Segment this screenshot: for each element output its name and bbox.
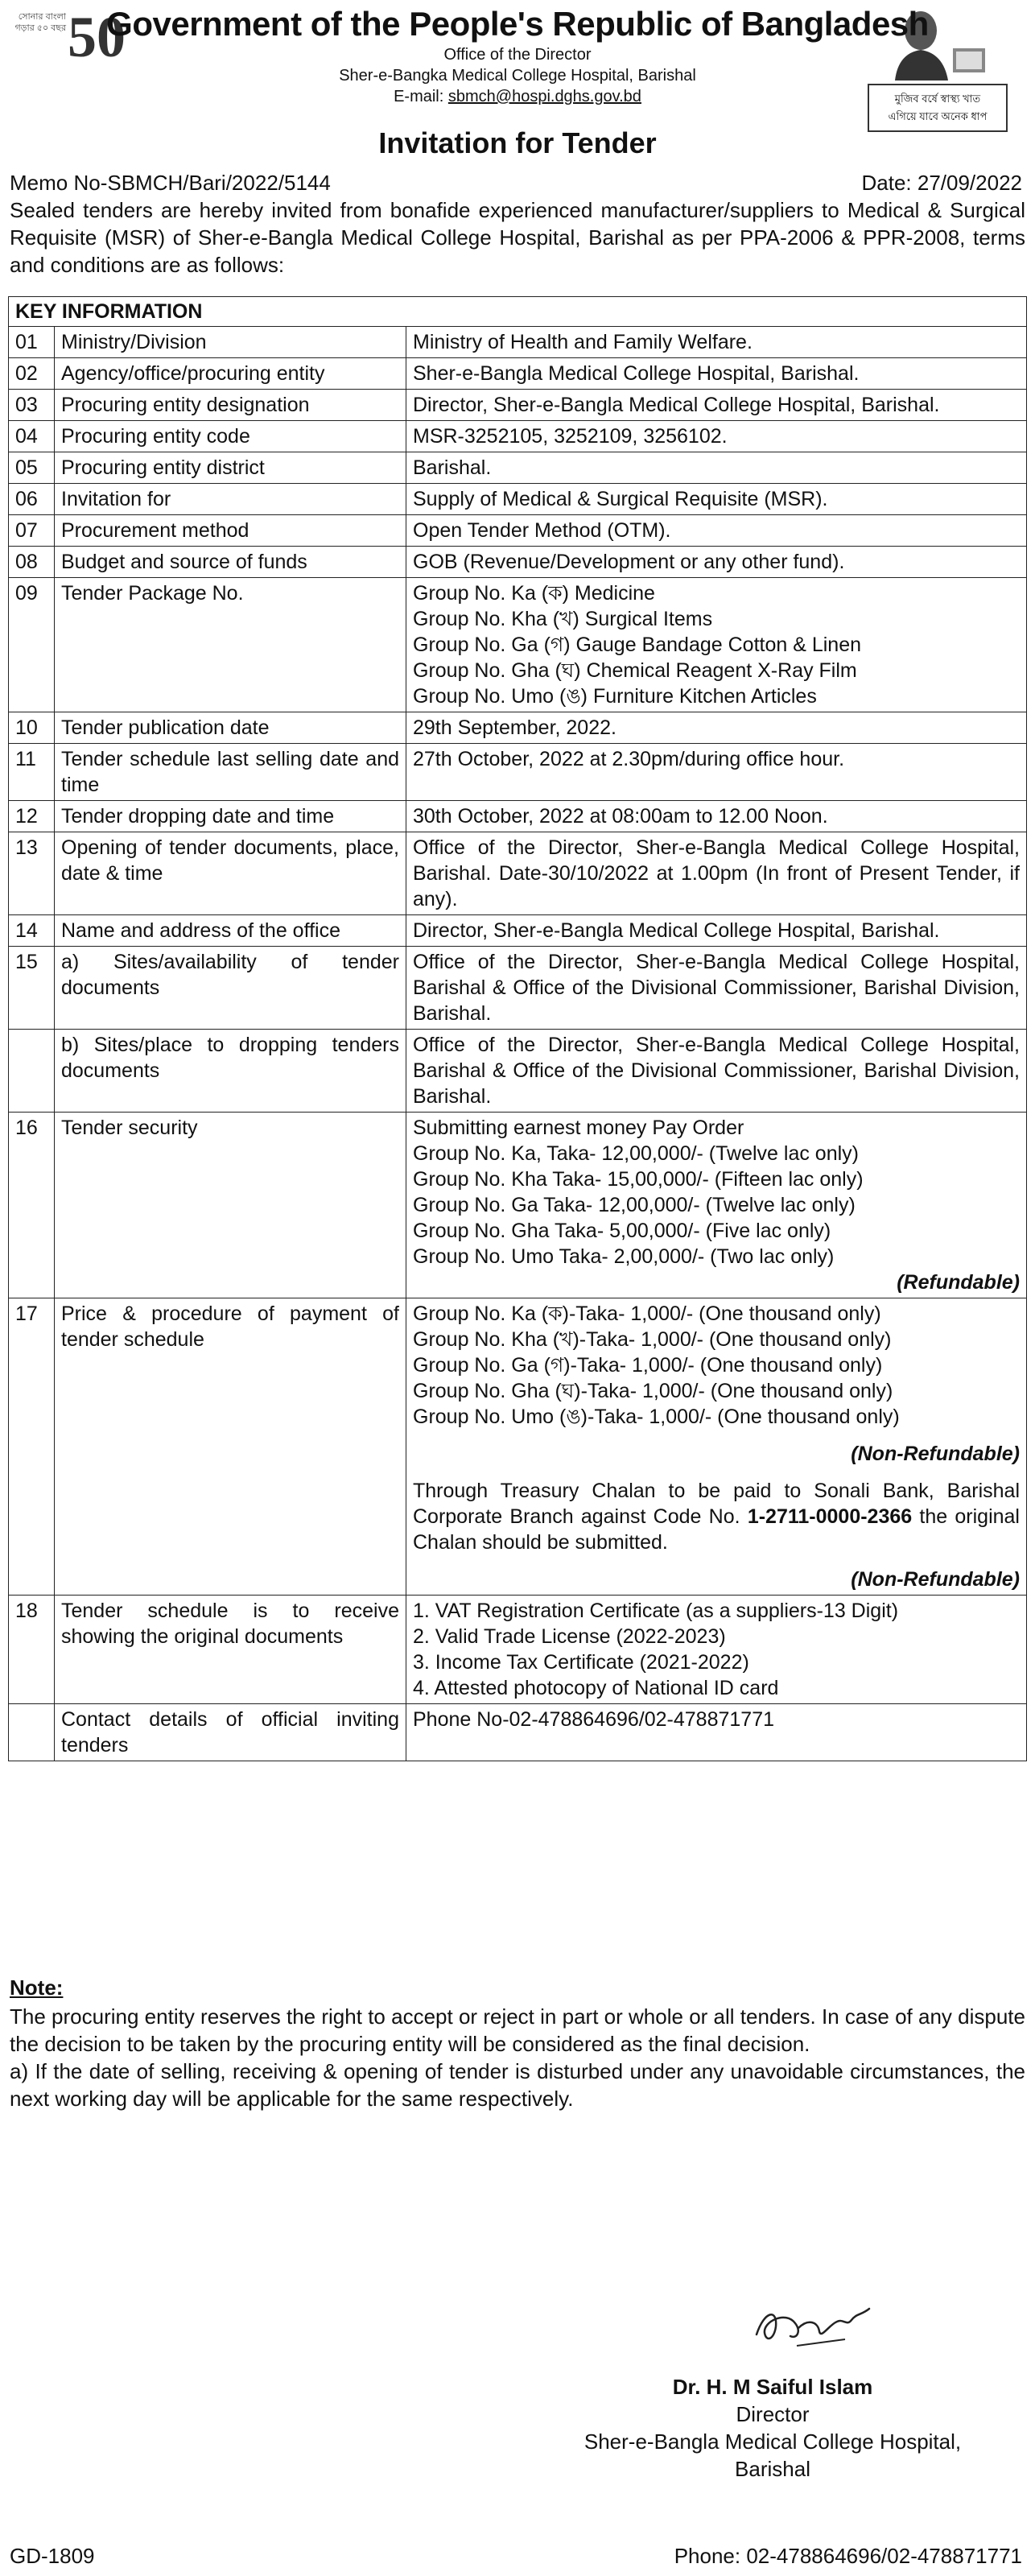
row-label: Opening of tender documents, place, date & time: [55, 832, 406, 915]
footer-phone: Phone: 02-478864696/02-478871771: [674, 2544, 1022, 2568]
row-value: Open Tender Method (OTM).: [406, 515, 1027, 547]
row-number: 06: [9, 484, 55, 515]
table-row: [9, 712, 1027, 744]
row-value: Ministry of Health and Family Welfare.: [406, 327, 1027, 358]
list-item: Submitting earnest money Pay Order: [413, 1117, 744, 1139]
spacer: [413, 1555, 1020, 1567]
table-row: [9, 515, 1027, 547]
row-value: Office of the Director, Sher-e-Bangla Medical College Hospital, Barishal & Office of the Divisional Commissioner, Barishal Division, Barishal.: [406, 1030, 1027, 1113]
email-line: [0, 87, 1035, 106]
chalan-text-post: the original Chalan should be submitted.: [413, 1505, 1020, 1554]
chalan-text-pre: Through Treasury Chalan to be paid to Sonali Bank, Barishal Corporate Branch against Code No.: [413, 1480, 1020, 1528]
row-number: [9, 1704, 55, 1761]
row-number: 05: [9, 452, 55, 484]
list-item: Group No. Kha Taka- 15,00,000/- (Fifteen lac only): [413, 1168, 864, 1191]
email-label: E-mail:: [394, 88, 448, 105]
email-link[interactable]: sbmch@hospi.dghs.gov.bd: [447, 88, 641, 105]
row-label: Contact details of official inviting tenders: [55, 1704, 406, 1761]
row-label: Tender dropping date and time: [55, 801, 406, 832]
footer-code: GD-1809: [10, 2544, 95, 2568]
logo-text: সোনার বাংলা গড়ার ৫০ বছর: [14, 12, 66, 33]
hospital-line: Sher-e-Bangka Medical College Hospital, Barishal: [339, 67, 696, 85]
key-info-header-row: [9, 297, 1027, 327]
row-value: Office of the Director, Sher-e-Bangla Medical College Hospital, Barishal & Office of the Divisional Commissioner, Barishal Division, Barishal.: [406, 947, 1027, 1030]
required-documents-list: [406, 1596, 1027, 1704]
signatory-designation: Director: [736, 2402, 810, 2426]
row-label: Price & procedure of payment of tender schedule: [55, 1298, 406, 1596]
row-number: 02: [9, 358, 55, 390]
list-item: Group No. Kha (খ)-Taka- 1,000/- (One thousand only): [413, 1328, 892, 1351]
list-item: Group No. Ka (ক) Medicine: [413, 582, 655, 605]
note-heading: Note:: [10, 1975, 64, 2000]
package-list: [406, 578, 1027, 712]
row-label: Tender Package No.: [55, 578, 406, 712]
note-paragraph-2: a) If the date of selling, receiving & opening of tender is disturbed under any unavoidable circumstances, the next working day will be applicable for the same respectively.: [10, 2059, 1025, 2111]
row-label: Tender publication date: [55, 712, 406, 744]
chalan-code: 1-2711-0000-2366: [747, 1505, 913, 1528]
row-label: Agency/office/procuring entity: [55, 358, 406, 390]
row-number: 15: [9, 947, 55, 1030]
row-value: 30th October, 2022 at 08:00am to 12.00 Noon.: [406, 801, 1027, 832]
tender-security-list: [406, 1113, 1027, 1298]
row-label: Budget and source of funds: [55, 547, 406, 578]
table-row: [9, 390, 1027, 421]
table-row: [9, 1298, 1027, 1596]
table-row: [9, 744, 1027, 801]
list-item: Group No. Gha Taka- 5,00,000/- (Five lac only): [413, 1220, 831, 1242]
row-number: [9, 1030, 55, 1113]
row-label: Procurement method: [55, 515, 406, 547]
row-label: Procuring entity code: [55, 421, 406, 452]
key-info-header: KEY INFORMATION: [9, 297, 1027, 327]
table-row: [9, 1596, 1027, 1704]
memo-number: Memo No-SBMCH/Bari/2022/5144: [10, 171, 331, 195]
slogan-line-2: এগিয়ে যাবে অনেক ধাপ: [888, 110, 988, 122]
row-value: Supply of Medical & Surgical Requisite (MSR).: [406, 484, 1027, 515]
row-number: 11: [9, 744, 55, 801]
list-item: 4. Attested photocopy of National ID card: [413, 1677, 779, 1699]
row-label: Invitation for: [55, 484, 406, 515]
intro-paragraph: Sealed tenders are hereby invited from bonafide experienced manufacturer/suppliers to Medical & Surgical Requisite (MSR) of Sher-e-Bangla Medical College Hospital, Barishal as per PPA-2006 & PPR-2008, terms and conditions are as follows:: [10, 198, 1025, 277]
signatory-name: Dr. H. M Saiful Islam: [672, 2375, 873, 2399]
row-number: 09: [9, 578, 55, 712]
row-number: 18: [9, 1596, 55, 1704]
row-label: Tender security: [55, 1113, 406, 1298]
table-row: [9, 484, 1027, 515]
office-line: Office of the Director: [443, 46, 592, 64]
row-label: a) Sites/availability of tender documents: [55, 947, 406, 1030]
list-item: Group No. Ga Taka- 12,00,000/- (Twelve lac only): [413, 1194, 856, 1216]
signature-mark: [748, 2286, 877, 2359]
list-item: 2. Valid Trade License (2022-2023): [413, 1625, 726, 1648]
row-number: 12: [9, 801, 55, 832]
table-row: [9, 547, 1027, 578]
spacer: [413, 1467, 1020, 1478]
page-title: Invitation for Tender: [378, 126, 657, 159]
row-value: 27th October, 2022 at 2.30pm/during office hour.: [406, 744, 1027, 801]
key-information-table: [8, 296, 1027, 1761]
signature-block: [531, 2373, 1014, 2483]
row-label: Procuring entity designation: [55, 390, 406, 421]
non-refundable-note: (Non-Refundable): [851, 1443, 1020, 1465]
row-value: Barishal.: [406, 452, 1027, 484]
spacer: [413, 1430, 1020, 1441]
list-item: 3. Income Tax Certificate (2021-2022): [413, 1651, 749, 1674]
table-row: [9, 1030, 1027, 1113]
note-body: [10, 2003, 1025, 2112]
row-value: GOB (Revenue/Development or any other fund).: [406, 547, 1027, 578]
list-item: 1. VAT Registration Certificate (as a suppliers-13 Digit): [413, 1600, 899, 1622]
row-number: 08: [9, 547, 55, 578]
table-row: [9, 1704, 1027, 1761]
list-item: Group No. Gha (ঘ)-Taka- 1,000/- (One thousand only): [413, 1380, 893, 1402]
row-label: Tender schedule last selling date and time: [55, 744, 406, 801]
row-label: Ministry/Division: [55, 327, 406, 358]
list-item: Group No. Ka, Taka- 12,00,000/- (Twelve lac only): [413, 1142, 859, 1165]
table-row: [9, 801, 1027, 832]
row-label: Tender schedule is to receive showing the original documents: [55, 1596, 406, 1704]
row-value: Director, Sher-e-Bangla Medical College Hospital, Barishal.: [406, 915, 1027, 947]
signatory-office: Sher-e-Bangla Medical College Hospital,: [583, 2429, 962, 2454]
table-row: [9, 421, 1027, 452]
table-row: [9, 947, 1027, 1030]
row-value: Office of the Director, Sher-e-Bangla Medical College Hospital, Barishal. Date-30/10/2022 at 1.00pm (In front of Present Tender, if any).: [406, 832, 1027, 915]
list-item: Group No. Umo Taka- 2,00,000/- (Two lac only): [413, 1245, 835, 1268]
row-value: MSR-3252105, 3252109, 3256102.: [406, 421, 1027, 452]
list-item: Group No. Gha (ঘ) Chemical Reagent X-Ray Film: [413, 659, 857, 682]
signatory-city: Barishal: [735, 2457, 810, 2481]
logo-number: 50: [68, 5, 126, 69]
list-item: Group No. Ka (ক)-Taka- 1,000/- (One thousand only): [413, 1302, 881, 1325]
row-number: 01: [9, 327, 55, 358]
row-label: Name and address of the office: [55, 915, 406, 947]
table-row: [9, 915, 1027, 947]
row-number: 10: [9, 712, 55, 744]
list-item: Group No. Umo (ঙ)-Taka- 1,000/- (One thousand only): [413, 1406, 900, 1428]
row-number: 04: [9, 421, 55, 452]
table-row: [9, 578, 1027, 712]
table-row: [9, 358, 1027, 390]
refundable-note: (Refundable): [897, 1271, 1020, 1294]
list-item: Group No. Ga (গ)-Taka- 1,000/- (One thousand only): [413, 1354, 883, 1377]
row-value: Director, Sher-e-Bangla Medical College Hospital, Barishal.: [406, 390, 1027, 421]
table-row: [9, 832, 1027, 915]
list-item: Group No. Ga (গ) Gauge Bandage Cotton & Linen: [413, 634, 861, 656]
table-row: [9, 327, 1027, 358]
row-number: 14: [9, 915, 55, 947]
row-number: 03: [9, 390, 55, 421]
list-item: Group No. Kha (খ) Surgical Items: [413, 608, 713, 630]
table-row: [9, 452, 1027, 484]
row-label: Procuring entity district: [55, 452, 406, 484]
row-value: 29th September, 2022.: [406, 712, 1027, 744]
table-row: [9, 1113, 1027, 1298]
row-number: 07: [9, 515, 55, 547]
schedule-price-list: [406, 1298, 1027, 1596]
row-number: 17: [9, 1298, 55, 1596]
non-refundable-note-2: (Non-Refundable): [851, 1568, 1020, 1591]
note-paragraph-1: The procuring entity reserves the right to accept or reject in part or whole or all tenders. In case of any dispute the decision to be taken by the procuring entity will be considered as the final decision.: [10, 2004, 1025, 2056]
government-title: Government of the People's Republic of Bangladesh: [106, 5, 929, 43]
row-label: b) Sites/place to dropping tenders documents: [55, 1030, 406, 1113]
list-item: Group No. Umo (ঙ) Furniture Kitchen Articles: [413, 685, 817, 708]
row-value: Sher-e-Bangla Medical College Hospital, Barishal.: [406, 358, 1027, 390]
memo-date: Date: 27/09/2022: [861, 171, 1022, 195]
slogan-line-1: মুজিব বর্ষে স্বাস্থ্য খাত: [894, 93, 981, 105]
row-number: 13: [9, 832, 55, 915]
row-number: 16: [9, 1113, 55, 1298]
chalan-instructions: [413, 1478, 1020, 1555]
contact-phone: Phone No-02-478864696/02-478871771: [406, 1704, 1027, 1761]
